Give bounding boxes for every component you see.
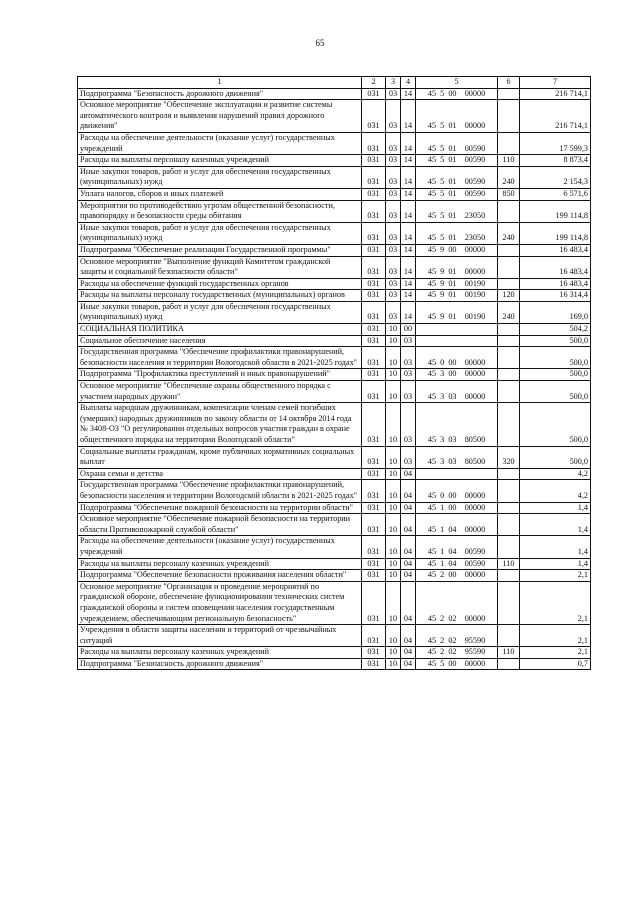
- row-amount: 1,4: [520, 502, 591, 514]
- row-amount: 1,4: [520, 536, 591, 558]
- row-amount: 199 114,8: [520, 222, 591, 244]
- row-name: Подпрограмма "Безопасность дорожного движения": [78, 88, 362, 100]
- row-target-article: 45 3 03 80500: [416, 403, 498, 446]
- table-row: [78, 155, 591, 167]
- row-name: Основное мероприятие "Обеспечение пожарной безопасности на территории области Противопожарной службой области": [78, 514, 362, 536]
- row-expense-type: 240: [498, 166, 520, 188]
- row-subsection: 04: [401, 570, 416, 582]
- row-admin-code: 031: [362, 278, 386, 290]
- row-amount: 504,2: [520, 324, 591, 336]
- row-name: Подпрограмма "Профилактика преступлений и иных правонарушений": [78, 369, 362, 381]
- row-section: 03: [386, 155, 401, 167]
- row-section: 10: [386, 335, 401, 347]
- row-name: Уплата налогов, сборов и иных платежей: [78, 188, 362, 200]
- budget-table: [77, 76, 591, 670]
- row-section: 03: [386, 301, 401, 323]
- row-admin-code: 031: [362, 88, 386, 100]
- row-admin-code: 031: [362, 324, 386, 336]
- row-target-article: 45 9 01 00190: [416, 290, 498, 302]
- row-subsection: 14: [401, 301, 416, 323]
- row-target-article: 45 3 03 00000: [416, 381, 498, 403]
- table-row: [78, 222, 591, 244]
- row-amount: 199 114,8: [520, 200, 591, 222]
- row-name: Основное мероприятие "Выполнение функций Комитетом гражданской защиты и социальной безопасности области": [78, 256, 362, 278]
- row-target-article: 45 1 04 00000: [416, 514, 498, 536]
- row-target-article: 45 9 01 00190: [416, 278, 498, 290]
- row-name: Иные закупки товаров, работ и услуг для обеспечения государственных (муниципальных) нужд: [78, 301, 362, 323]
- row-section: 03: [386, 222, 401, 244]
- row-expense-type: [498, 335, 520, 347]
- row-admin-code: 031: [362, 166, 386, 188]
- row-amount: 2 154,3: [520, 166, 591, 188]
- row-expense-type: [498, 278, 520, 290]
- row-target-article: 45 9 01 00190: [416, 301, 498, 323]
- row-expense-type: [498, 502, 520, 514]
- row-name: Основное мероприятие "Обеспечение эксплуатации и развитие системы автоматического контроля и выявления нарушений правил дорожного движения": [78, 100, 362, 133]
- row-section: 03: [386, 244, 401, 256]
- row-section: 10: [386, 570, 401, 582]
- row-section: 03: [386, 166, 401, 188]
- row-target-article: 45 5 00 00000: [416, 88, 498, 100]
- row-subsection: 03: [401, 369, 416, 381]
- row-amount: 500,0: [520, 446, 591, 468]
- table-row: [78, 100, 591, 133]
- row-amount: 500,0: [520, 347, 591, 369]
- row-name: Государственная программа "Обеспечение профилактики правонарушений, безопасности населения и территории Вологодской области в 2021-2025 годах": [78, 480, 362, 502]
- row-subsection: 03: [401, 403, 416, 446]
- row-admin-code: 031: [362, 200, 386, 222]
- row-subsection: 14: [401, 100, 416, 133]
- table-row: [78, 446, 591, 468]
- row-subsection: 03: [401, 381, 416, 403]
- row-section: 10: [386, 381, 401, 403]
- row-admin-code: 031: [362, 222, 386, 244]
- row-amount: 16 314,4: [520, 290, 591, 302]
- row-target-article: 45 5 01 00590: [416, 166, 498, 188]
- row-admin-code: 031: [362, 369, 386, 381]
- row-admin-code: 031: [362, 347, 386, 369]
- row-expense-type: [498, 132, 520, 154]
- row-section: 03: [386, 188, 401, 200]
- row-subsection: 04: [401, 536, 416, 558]
- row-name: Иные закупки товаров, работ и услуг для обеспечения государственных (муниципальных) нужд: [78, 222, 362, 244]
- table-row: [78, 514, 591, 536]
- table-row: [78, 188, 591, 200]
- table-row: [78, 502, 591, 514]
- row-section: 10: [386, 558, 401, 570]
- row-target-article: 45 9 00 00000: [416, 244, 498, 256]
- row-admin-code: 031: [362, 558, 386, 570]
- row-name: СОЦИАЛЬНАЯ ПОЛИТИКА: [78, 324, 362, 336]
- table-body: [78, 88, 591, 670]
- row-amount: 6 571,6: [520, 188, 591, 200]
- row-section: 10: [386, 403, 401, 446]
- row-name: Подпрограмма "Обеспечение реализации Государственной программы": [78, 244, 362, 256]
- row-target-article: 45 5 01 00590: [416, 132, 498, 154]
- row-subsection: 04: [401, 468, 416, 480]
- row-section: 10: [386, 324, 401, 336]
- row-section: 10: [386, 480, 401, 502]
- row-expense-type: 120: [498, 290, 520, 302]
- row-section: 03: [386, 132, 401, 154]
- table-row: [78, 558, 591, 570]
- row-amount: 169,0: [520, 301, 591, 323]
- row-section: 10: [386, 502, 401, 514]
- row-subsection: 04: [401, 558, 416, 570]
- row-admin-code: 031: [362, 514, 386, 536]
- header-col-7: 7: [520, 77, 591, 89]
- row-subsection: 14: [401, 166, 416, 188]
- row-name: Расходы на обеспечение деятельности (оказание услуг) государственных учреждений: [78, 536, 362, 558]
- row-amount: 16 483,4: [520, 244, 591, 256]
- table-row: [78, 536, 591, 558]
- row-expense-type: [498, 244, 520, 256]
- row-expense-type: [498, 536, 520, 558]
- row-amount: 216 714,1: [520, 88, 591, 100]
- row-name: Расходы на выплаты персоналу казенных учреждений: [78, 155, 362, 167]
- page-number: 65: [315, 38, 325, 48]
- row-subsection: 14: [401, 132, 416, 154]
- row-target-article: [416, 335, 498, 347]
- row-target-article: 45 0 00 00000: [416, 347, 498, 369]
- table-row: [78, 570, 591, 582]
- table-row: [78, 166, 591, 188]
- row-target-article: 45 2 02 95590: [416, 625, 498, 647]
- row-name: Расходы на обеспечение функций государственных органов: [78, 278, 362, 290]
- row-amount: 2,1: [520, 570, 591, 582]
- header-col-5: 5: [416, 77, 498, 89]
- row-target-article: 45 9 01 00000: [416, 256, 498, 278]
- row-amount: 216 714,1: [520, 100, 591, 133]
- row-subsection: 14: [401, 290, 416, 302]
- row-amount: 500,0: [520, 335, 591, 347]
- row-name: Иные закупки товаров, работ и услуг для обеспечения государственных (муниципальных) нужд: [78, 166, 362, 188]
- row-expense-type: 240: [498, 301, 520, 323]
- row-amount: 1,4: [520, 558, 591, 570]
- row-name: Мероприятия по противодействию угрозам общественной безопасности, правопорядку и безопасности среды обитания: [78, 200, 362, 222]
- row-expense-type: [498, 381, 520, 403]
- row-amount: 17 599,3: [520, 132, 591, 154]
- row-admin-code: 031: [362, 625, 386, 647]
- row-admin-code: 031: [362, 188, 386, 200]
- row-target-article: 45 5 01 23050: [416, 222, 498, 244]
- table-row: [78, 132, 591, 154]
- row-subsection: 04: [401, 647, 416, 659]
- row-expense-type: 110: [498, 558, 520, 570]
- row-section: 03: [386, 278, 401, 290]
- table-row: [78, 256, 591, 278]
- row-subsection: 03: [401, 347, 416, 369]
- row-expense-type: 110: [498, 647, 520, 659]
- row-expense-type: 240: [498, 222, 520, 244]
- table-row: [78, 88, 591, 100]
- row-name: Социальные выплаты гражданам, кроме публичных нормативных социальных выплат: [78, 446, 362, 468]
- table-row: [78, 369, 591, 381]
- row-target-article: [416, 324, 498, 336]
- row-expense-type: [498, 100, 520, 133]
- row-subsection: 14: [401, 200, 416, 222]
- header-row: [78, 77, 591, 89]
- row-admin-code: 031: [362, 502, 386, 514]
- row-expense-type: [498, 570, 520, 582]
- row-name: Выплаты народным дружинникам, компенсации членам семей погибших (умерших) народных дружинников по закону области от 14 октября 2014 года № 3408-ОЗ "О регулировании отдельных вопросов участия граждан в охране общественного порядка на территории Вологодской области": [78, 403, 362, 446]
- table-row: [78, 347, 591, 369]
- row-name: Охрана семьи и детства: [78, 468, 362, 480]
- table-row: [78, 403, 591, 446]
- row-target-article: 45 3 00 00000: [416, 369, 498, 381]
- row-subsection: 14: [401, 222, 416, 244]
- row-subsection: 04: [401, 502, 416, 514]
- row-expense-type: [498, 200, 520, 222]
- row-section: 10: [386, 658, 401, 670]
- table-row: [78, 335, 591, 347]
- row-admin-code: 031: [362, 468, 386, 480]
- row-name: Учреждения в области защиты населения и территорий от чрезвычайных ситуаций: [78, 625, 362, 647]
- row-admin-code: 031: [362, 647, 386, 659]
- row-name: Расходы на выплаты персоналу казенных учреждений: [78, 647, 362, 659]
- row-amount: 2,1: [520, 581, 591, 624]
- row-expense-type: [498, 480, 520, 502]
- row-target-article: 45 5 01 00000: [416, 100, 498, 133]
- row-admin-code: 031: [362, 132, 386, 154]
- row-expense-type: [498, 88, 520, 100]
- row-target-article: 45 5 01 00590: [416, 155, 498, 167]
- row-amount: 4,2: [520, 480, 591, 502]
- row-subsection: 04: [401, 581, 416, 624]
- row-expense-type: [498, 369, 520, 381]
- row-admin-code: 031: [362, 480, 386, 502]
- row-amount: 500,0: [520, 369, 591, 381]
- row-subsection: 03: [401, 335, 416, 347]
- row-amount: 1,4: [520, 514, 591, 536]
- table-row: [78, 625, 591, 647]
- row-target-article: 45 5 00 00000: [416, 658, 498, 670]
- row-admin-code: 031: [362, 381, 386, 403]
- row-section: 03: [386, 290, 401, 302]
- header-col-3: 3: [386, 77, 401, 89]
- row-subsection: 14: [401, 244, 416, 256]
- row-expense-type: [498, 625, 520, 647]
- row-target-article: 45 2 00 00000: [416, 570, 498, 582]
- table-row: [78, 278, 591, 290]
- row-admin-code: 031: [362, 100, 386, 133]
- table-row: [78, 480, 591, 502]
- row-admin-code: 031: [362, 290, 386, 302]
- row-name: Расходы на выплаты персоналу государственных (муниципальных) органов: [78, 290, 362, 302]
- row-subsection: 04: [401, 658, 416, 670]
- header-col-1: 1: [78, 77, 362, 89]
- row-subsection: 14: [401, 155, 416, 167]
- row-expense-type: [498, 256, 520, 278]
- header-col-2: 2: [362, 77, 386, 89]
- row-expense-type: [498, 658, 520, 670]
- row-section: 03: [386, 256, 401, 278]
- row-name: Расходы на выплаты персоналу казенных учреждений: [78, 558, 362, 570]
- table-row: [78, 244, 591, 256]
- row-target-article: [416, 468, 498, 480]
- row-target-article: 45 1 04 00590: [416, 558, 498, 570]
- table-row: [78, 200, 591, 222]
- row-name: Государственная программа "Обеспечение профилактики правонарушений, безопасности населения и территории Вологодской области в 2021-2025 годах": [78, 347, 362, 369]
- row-target-article: 45 2 02 00000: [416, 581, 498, 624]
- table-row: [78, 647, 591, 659]
- table-row: [78, 468, 591, 480]
- row-section: 03: [386, 88, 401, 100]
- row-name: Подпрограмма "Обеспечение пожарной безопасности на территории области": [78, 502, 362, 514]
- row-expense-type: 320: [498, 446, 520, 468]
- row-name: Подпрограмма "Обеспечение безопасности проживания населения области": [78, 570, 362, 582]
- row-expense-type: [498, 581, 520, 624]
- row-amount: 2,1: [520, 647, 591, 659]
- row-admin-code: 031: [362, 536, 386, 558]
- row-section: 10: [386, 625, 401, 647]
- row-subsection: 00: [401, 324, 416, 336]
- row-subsection: 14: [401, 188, 416, 200]
- row-subsection: 04: [401, 625, 416, 647]
- row-section: 10: [386, 581, 401, 624]
- table-row: [78, 381, 591, 403]
- header-col-6: 6: [498, 77, 520, 89]
- row-section: 10: [386, 536, 401, 558]
- row-subsection: 14: [401, 256, 416, 278]
- row-amount: 2,1: [520, 625, 591, 647]
- row-name: Расходы на обеспечение деятельности (оказание услуг) государственных учреждений: [78, 132, 362, 154]
- row-amount: 500,0: [520, 381, 591, 403]
- row-section: 03: [386, 200, 401, 222]
- row-section: 10: [386, 446, 401, 468]
- row-amount: 4,2: [520, 468, 591, 480]
- table-row: [78, 324, 591, 336]
- row-target-article: 45 5 01 23050: [416, 200, 498, 222]
- table-row: [78, 658, 591, 670]
- header-col-4: 4: [401, 77, 416, 89]
- row-expense-type: [498, 347, 520, 369]
- row-name: Социальное обеспечение населения: [78, 335, 362, 347]
- row-subsection: 14: [401, 88, 416, 100]
- row-expense-type: [498, 324, 520, 336]
- row-subsection: 04: [401, 480, 416, 502]
- row-subsection: 03: [401, 446, 416, 468]
- row-amount: 16 483,4: [520, 278, 591, 290]
- table-row: [78, 301, 591, 323]
- row-amount: 500,0: [520, 403, 591, 446]
- row-admin-code: 031: [362, 446, 386, 468]
- row-admin-code: 031: [362, 403, 386, 446]
- row-subsection: 04: [401, 514, 416, 536]
- row-admin-code: 031: [362, 570, 386, 582]
- table-row: [78, 581, 591, 624]
- row-name: Основное мероприятие "Обеспечение охраны общественного порядка с участием народных дружин": [78, 381, 362, 403]
- row-section: 10: [386, 514, 401, 536]
- row-admin-code: 031: [362, 658, 386, 670]
- row-admin-code: 031: [362, 256, 386, 278]
- row-subsection: 14: [401, 278, 416, 290]
- row-admin-code: 031: [362, 244, 386, 256]
- table-row: [78, 290, 591, 302]
- row-admin-code: 031: [362, 301, 386, 323]
- row-target-article: 45 1 04 00590: [416, 536, 498, 558]
- row-expense-type: [498, 468, 520, 480]
- row-amount: 16 483,4: [520, 256, 591, 278]
- row-target-article: 45 3 03 80500: [416, 446, 498, 468]
- row-name: Основное мероприятие "Организация и проведение мероприятий по гражданской обороне, обеспечение функционирования технических систем гражданской обороны и систем оповещения населения государственным учреждением, обеспечивающим региональную безопасность": [78, 581, 362, 624]
- row-target-article: 45 0 00 00000: [416, 480, 498, 502]
- row-admin-code: 031: [362, 335, 386, 347]
- row-expense-type: [498, 403, 520, 446]
- row-target-article: 45 5 01 00590: [416, 188, 498, 200]
- row-section: 10: [386, 647, 401, 659]
- row-expense-type: 850: [498, 188, 520, 200]
- row-amount: 8 873,4: [520, 155, 591, 167]
- row-amount: 0,7: [520, 658, 591, 670]
- row-target-article: 45 2 02 95590: [416, 647, 498, 659]
- row-expense-type: [498, 514, 520, 536]
- row-section: 10: [386, 347, 401, 369]
- row-section: 03: [386, 100, 401, 133]
- row-admin-code: 031: [362, 581, 386, 624]
- row-name: Подпрограмма "Безопасность дорожного движения": [78, 658, 362, 670]
- row-section: 10: [386, 369, 401, 381]
- row-expense-type: 110: [498, 155, 520, 167]
- row-target-article: 45 1 00 00000: [416, 502, 498, 514]
- row-admin-code: 031: [362, 155, 386, 167]
- row-section: 10: [386, 468, 401, 480]
